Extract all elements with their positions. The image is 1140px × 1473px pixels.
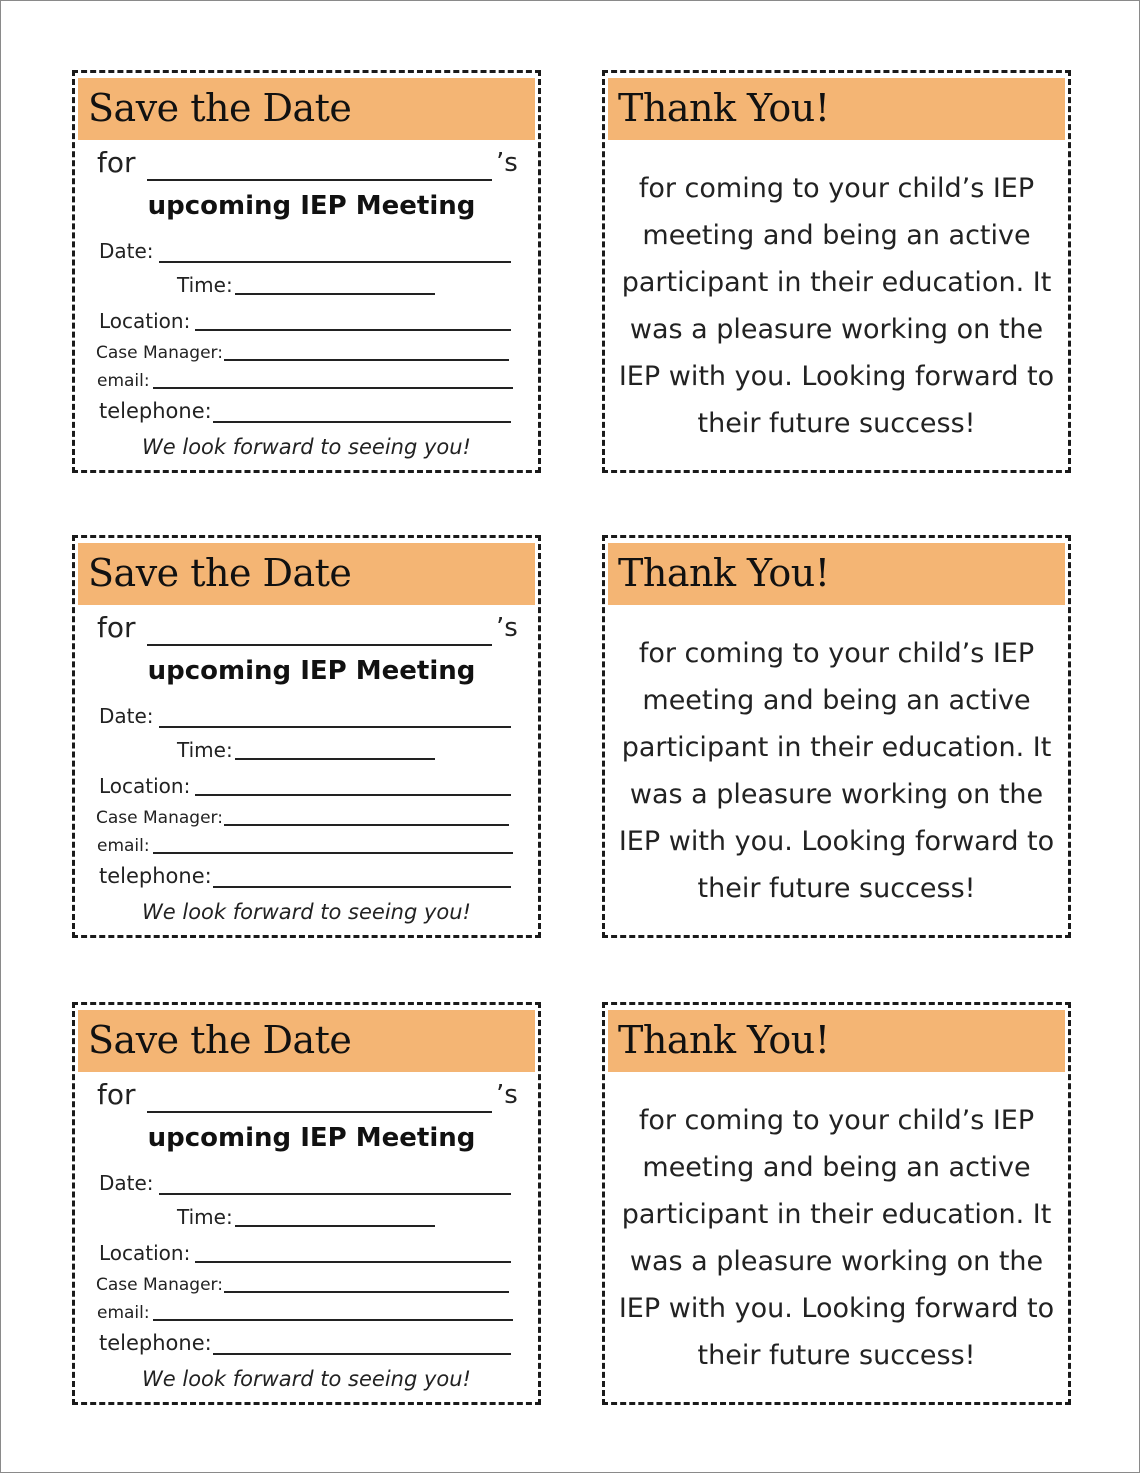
case-manager-line[interactable] — [224, 824, 509, 826]
closing-text: We look forward to seeing you! — [142, 1367, 471, 1391]
time-line[interactable] — [235, 1225, 435, 1227]
telephone-line[interactable] — [213, 421, 511, 423]
email-line[interactable] — [153, 852, 513, 854]
meeting-subtitle: upcoming IEP Meeting — [147, 656, 476, 686]
case-manager-label: Case Manager: — [96, 343, 223, 363]
email-line[interactable] — [153, 387, 513, 389]
telephone-line[interactable] — [213, 1353, 511, 1355]
date-line[interactable] — [159, 726, 511, 728]
thank-you-message: for coming to your child’s IEP meeting and being an active participant in their education. It was a pleasure working on the IEP with you. Looking forward to their future success! — [618, 173, 1055, 439]
location-label: Location: — [99, 1241, 191, 1265]
possessive-suffix: ’s — [496, 1080, 518, 1110]
card-title: Save the Date — [88, 86, 352, 130]
email-label: email: — [97, 1303, 150, 1323]
thank-you-card — [602, 70, 1071, 473]
student-name-line[interactable] — [147, 644, 492, 646]
student-name-line[interactable] — [147, 1111, 492, 1113]
telephone-line[interactable] — [213, 886, 511, 888]
save-the-date-card — [72, 70, 541, 473]
save-the-date-card — [72, 1002, 541, 1405]
date-label: Date: — [99, 704, 154, 728]
email-label: email: — [97, 371, 150, 391]
time-label: Time: — [177, 273, 233, 297]
date-line[interactable] — [159, 261, 511, 263]
case-manager-label: Case Manager: — [96, 808, 223, 828]
for-label: for — [97, 611, 136, 644]
location-label: Location: — [99, 774, 191, 798]
card-title: Thank You! — [618, 1018, 830, 1062]
card-header — [608, 543, 1065, 605]
thank-you-card — [602, 1002, 1071, 1405]
thank-you-card — [602, 535, 1071, 938]
thank-you-message: for coming to your child’s IEP meeting and being an active participant in their education. It was a pleasure working on the IEP with you. Looking forward to their future success! — [618, 1105, 1055, 1371]
closing-text: We look forward to seeing you! — [142, 435, 471, 459]
date-line[interactable] — [159, 1193, 511, 1195]
case-manager-line[interactable] — [224, 359, 509, 361]
meeting-subtitle: upcoming IEP Meeting — [147, 1123, 476, 1153]
telephone-label: telephone: — [99, 1331, 212, 1355]
time-label: Time: — [177, 738, 233, 762]
meeting-subtitle: upcoming IEP Meeting — [147, 191, 476, 221]
email-label: email: — [97, 836, 150, 856]
save-the-date-card — [72, 535, 541, 938]
date-label: Date: — [99, 1171, 154, 1195]
for-label: for — [97, 1078, 136, 1111]
time-label: Time: — [177, 1205, 233, 1229]
date-label: Date: — [99, 239, 154, 263]
card-header — [608, 78, 1065, 140]
closing-text: We look forward to seeing you! — [142, 900, 471, 924]
for-label: for — [97, 146, 136, 179]
card-title: Save the Date — [88, 551, 352, 595]
telephone-label: telephone: — [99, 399, 212, 423]
telephone-label: telephone: — [99, 864, 212, 888]
card-header — [78, 543, 535, 605]
card-header — [608, 1010, 1065, 1072]
card-header — [78, 1010, 535, 1072]
case-manager-label: Case Manager: — [96, 1275, 223, 1295]
location-line[interactable] — [195, 329, 511, 331]
card-title: Thank You! — [618, 86, 830, 130]
location-line[interactable] — [195, 794, 511, 796]
email-line[interactable] — [153, 1319, 513, 1321]
student-name-line[interactable] — [147, 179, 492, 181]
case-manager-line[interactable] — [224, 1291, 509, 1293]
card-title: Thank You! — [618, 551, 830, 595]
location-line[interactable] — [195, 1261, 511, 1263]
card-header — [78, 78, 535, 140]
card-title: Save the Date — [88, 1018, 352, 1062]
possessive-suffix: ’s — [496, 613, 518, 643]
time-line[interactable] — [235, 758, 435, 760]
thank-you-message: for coming to your child’s IEP meeting and being an active participant in their education. It was a pleasure working on the IEP with you. Looking forward to their future success! — [618, 638, 1055, 904]
possessive-suffix: ’s — [496, 148, 518, 178]
location-label: Location: — [99, 309, 191, 333]
time-line[interactable] — [235, 293, 435, 295]
